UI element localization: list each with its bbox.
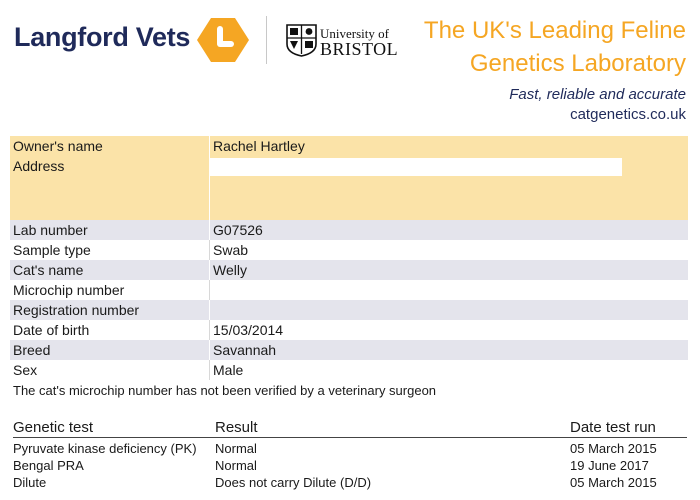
bristol-text: BRISTOL (320, 39, 399, 59)
registration-label: Registration number (10, 300, 210, 320)
date-of-birth-value: 15/03/2014 (210, 320, 689, 340)
owner-name-row (10, 136, 688, 156)
genetic-test-row (13, 475, 687, 492)
logo-divider (266, 16, 267, 64)
registration-value (210, 300, 689, 320)
address-value (210, 158, 622, 176)
microchip-row (10, 280, 688, 300)
tagline-block (509, 85, 686, 125)
date-of-birth-label: Date of birth (10, 320, 210, 340)
tagline: Fast, reliable and accurate (509, 86, 686, 103)
result-column-header: Result (215, 419, 258, 436)
sample-type-label: Sample type (10, 240, 210, 260)
registration-row (10, 300, 688, 320)
bristol-crest-icon (286, 24, 317, 57)
address-label: Address (10, 156, 210, 220)
sex-label: Sex (10, 360, 210, 380)
owner-name-label: Owner's name (10, 136, 210, 156)
microchip-verification-note: The cat's microchip number has not been verified by a veterinary surgeon (13, 383, 437, 398)
breed-value: Savannah (210, 340, 689, 360)
test-date: 19 June 2017 (570, 458, 649, 473)
breed-row (10, 340, 688, 360)
genetic-tests-header (13, 419, 687, 438)
headline-line-2: Genetics Laboratory (469, 50, 686, 77)
date-of-birth-row (10, 320, 688, 340)
owner-name-value: Rachel Hartley (210, 136, 689, 156)
microchip-label: Microchip number (10, 280, 210, 300)
cats-name-label: Cat's name (10, 260, 210, 280)
test-result: Normal (215, 441, 257, 456)
sample-type-value: Swab (210, 240, 689, 260)
cats-name-row (10, 260, 688, 280)
test-result: Does not carry Dilute (D/D) (215, 475, 372, 490)
lab-headline (424, 14, 686, 80)
lab-number-row (10, 220, 688, 240)
breed-label: Breed (10, 340, 210, 360)
lab-number-label: Lab number (10, 220, 210, 240)
report-header (0, 0, 700, 128)
test-name: Dilute (13, 475, 47, 490)
headline-line-1: The UK's Leading Feline (423, 17, 686, 44)
microchip-value (210, 280, 689, 300)
university-of-text: University of (320, 26, 389, 41)
test-name: Bengal PRA (13, 458, 84, 473)
test-name: Pyruvate kinase deficiency (PK) (13, 441, 197, 456)
website-link[interactable]: catgenetics.co.uk (570, 106, 686, 123)
sex-value: Male (210, 360, 689, 380)
lab-number-value: G07526 (210, 220, 689, 240)
test-date: 05 March 2015 (570, 441, 657, 456)
cats-name-value: Welly (210, 260, 689, 280)
address-cell (210, 156, 689, 220)
sample-type-row (10, 240, 688, 260)
genetic-test-row (13, 458, 687, 475)
langford-l-badge-icon (197, 16, 249, 64)
date-column-header: Date test run (570, 419, 656, 436)
address-row (10, 156, 688, 220)
certificate-details-table (10, 136, 688, 380)
genetic-test-column-header: Genetic test (13, 419, 94, 436)
genetic-test-row (13, 441, 687, 458)
test-result: Normal (215, 458, 257, 473)
test-date: 05 March 2015 (570, 475, 657, 490)
sex-row (10, 360, 688, 380)
langford-vets-logo: Langford Vets (14, 22, 191, 52)
